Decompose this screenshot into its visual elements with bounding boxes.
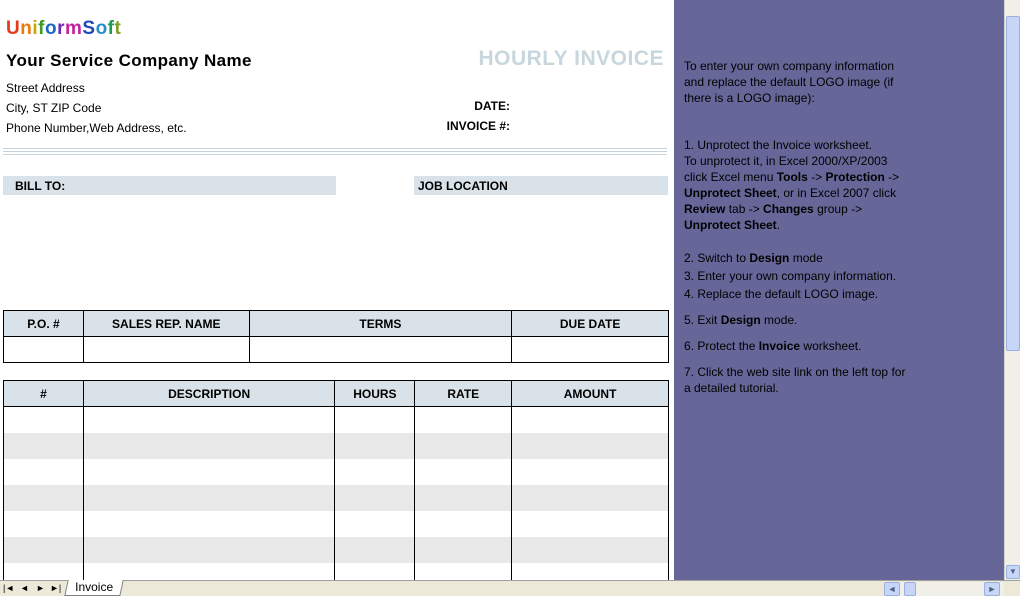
item-cell[interactable] <box>83 407 335 433</box>
item-cell[interactable] <box>512 433 669 459</box>
sales-rep-header: SALES REP. NAME <box>83 311 249 337</box>
step-1-detail: To unprotect it, in Excel 2000/XP/2003 click Excel menu Tools -> Protection -> Unprotect Sheet, or in Excel 2007 click Review tab -> Changes group -> Unprotect Sheet. <box>684 154 900 232</box>
step-2: 2. Switch to Design mode <box>684 251 823 265</box>
street-address[interactable]: Street Address <box>6 81 85 95</box>
step-6: 6. Protect the Invoice worksheet. <box>684 339 862 353</box>
logo-letter: f <box>38 18 45 39</box>
next-sheet-icon[interactable]: ► <box>36 583 45 593</box>
item-cell[interactable] <box>512 485 669 511</box>
bill-to-header: BILL TO: <box>3 176 336 195</box>
scroll-right-icon[interactable]: ► <box>984 582 1000 596</box>
table-row <box>4 433 669 459</box>
item-cell[interactable] <box>83 485 335 511</box>
step-3: 3. Enter your own company information. <box>684 269 897 283</box>
item-cell[interactable] <box>512 511 669 537</box>
logo-letter: i <box>32 18 39 39</box>
city-state-zip[interactable]: City, ST ZIP Code <box>6 101 102 115</box>
table-row <box>4 407 669 433</box>
step-7: 7. Click the web site link on the left top for a detailed tutorial. <box>684 365 906 395</box>
logo-letter: m <box>64 18 83 39</box>
item-cell[interactable] <box>512 563 669 581</box>
tab-invoice[interactable]: Invoice <box>64 580 123 596</box>
item-cell[interactable] <box>415 537 512 563</box>
company-name[interactable]: Your Service Company Name <box>6 51 252 70</box>
logo-letter: n <box>20 18 33 39</box>
item-cell[interactable] <box>512 407 669 433</box>
terms-cell[interactable] <box>249 337 512 363</box>
table-row <box>4 563 669 581</box>
order-info-table <box>3 310 669 363</box>
due-date-header: DUE DATE <box>512 311 669 337</box>
terms-header: TERMS <box>249 311 512 337</box>
item-cell[interactable] <box>415 407 512 433</box>
po-number-header: P.O. # <box>4 311 84 337</box>
item-cell[interactable] <box>4 433 84 459</box>
item-cell[interactable] <box>4 485 84 511</box>
item-cell[interactable] <box>335 407 415 433</box>
logo-letter: o <box>95 18 108 39</box>
item-cell[interactable] <box>83 511 335 537</box>
item-cell[interactable] <box>4 511 84 537</box>
vertical-scroll-thumb[interactable] <box>1006 16 1020 351</box>
item-cell[interactable] <box>415 563 512 581</box>
uniformsoft-logo[interactable] <box>6 18 121 40</box>
item-cell[interactable] <box>83 563 335 581</box>
prev-sheet-icon[interactable]: ◄ <box>20 583 29 593</box>
table-row <box>4 459 669 485</box>
invoice-title: HOURLY INVOICE <box>478 47 664 70</box>
amount-header: AMOUNT <box>512 381 669 407</box>
step-4: 4. Replace the default LOGO image. <box>684 287 879 301</box>
table-row <box>4 485 669 511</box>
horizontal-scroll-thumb[interactable] <box>904 582 916 596</box>
first-sheet-icon[interactable]: |◄ <box>3 583 15 593</box>
item-number-header: # <box>4 381 84 407</box>
sales-rep-cell[interactable] <box>83 337 249 363</box>
item-cell[interactable] <box>415 433 512 459</box>
step-5: 5. Exit Design mode. <box>684 313 798 327</box>
description-header: DESCRIPTION <box>83 381 335 407</box>
divider-line <box>3 148 667 149</box>
item-cell[interactable] <box>512 459 669 485</box>
last-sheet-icon[interactable]: ►| <box>50 583 62 593</box>
item-cell[interactable] <box>335 433 415 459</box>
vertical-scrollbar[interactable] <box>1004 0 1020 580</box>
item-cell[interactable] <box>83 537 335 563</box>
scroll-down-icon[interactable]: ▼ <box>1006 565 1020 579</box>
logo-letter: t <box>114 18 122 39</box>
contact-info[interactable]: Phone Number,Web Address, etc. <box>6 121 187 135</box>
item-cell[interactable] <box>512 537 669 563</box>
item-cell[interactable] <box>4 563 84 581</box>
logo-letter: f <box>107 18 115 39</box>
item-cell[interactable] <box>335 511 415 537</box>
logo-letter: U <box>6 18 21 39</box>
item-cell[interactable] <box>4 407 84 433</box>
job-location-header: JOB LOCATION <box>414 176 668 195</box>
item-cell[interactable] <box>4 537 84 563</box>
item-cell[interactable] <box>335 537 415 563</box>
item-cell[interactable] <box>335 485 415 511</box>
logo-letter: r <box>57 18 65 39</box>
logo-letter: o <box>44 18 58 39</box>
date-label: DATE: <box>474 99 510 113</box>
rate-header: RATE <box>415 381 512 407</box>
item-cell[interactable] <box>83 459 335 485</box>
item-cell[interactable] <box>415 485 512 511</box>
divider-line <box>3 151 667 152</box>
item-cell[interactable] <box>4 459 84 485</box>
instructions-panel <box>674 0 1004 580</box>
item-cell[interactable] <box>83 433 335 459</box>
item-cell[interactable] <box>335 563 415 581</box>
table-row <box>4 511 669 537</box>
invoice-number-label: INVOICE #: <box>446 119 510 133</box>
logo-letter: S <box>82 18 96 39</box>
instructions-intro: To enter your own company information and replace the default LOGO image (if there is a LOGO image): <box>684 59 895 105</box>
item-cell[interactable] <box>415 511 512 537</box>
scroll-left-icon[interactable]: ◄ <box>884 582 900 596</box>
po-number-cell[interactable] <box>4 337 84 363</box>
item-cell[interactable] <box>415 459 512 485</box>
due-date-cell[interactable] <box>512 337 669 363</box>
sheet-tab-bar <box>0 580 1020 596</box>
divider-line <box>3 154 667 155</box>
step-1-title: 1. Unprotect the Invoice worksheet. <box>684 138 873 152</box>
horizontal-scrollbar[interactable] <box>884 582 1004 596</box>
line-items-table <box>3 380 669 580</box>
item-cell[interactable] <box>335 459 415 485</box>
table-row <box>4 537 669 563</box>
hours-header: HOURS <box>335 381 415 407</box>
